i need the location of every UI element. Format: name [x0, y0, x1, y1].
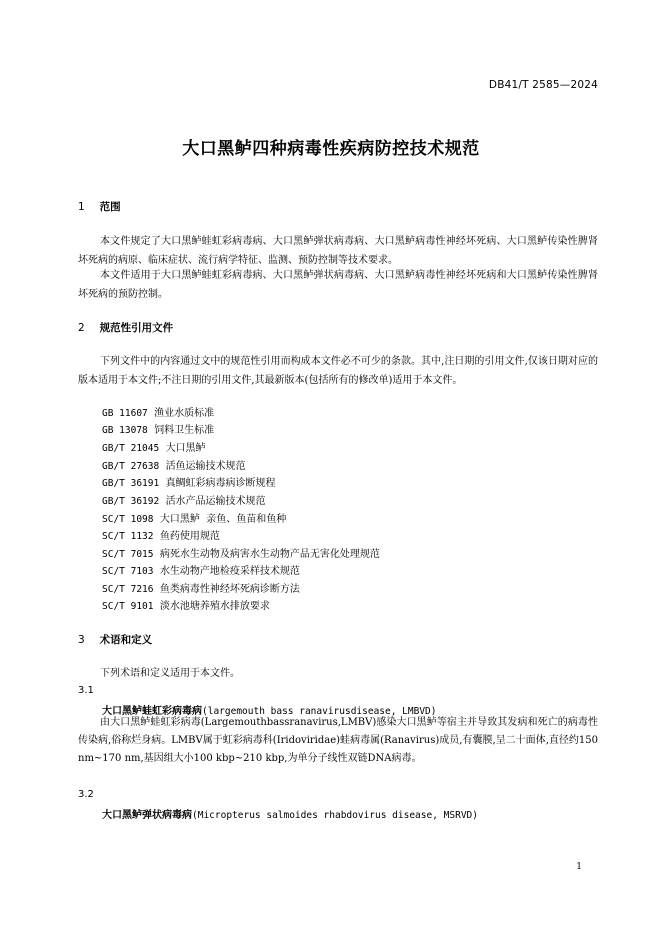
reference-code: GB/T 36191	[102, 478, 160, 489]
reference-code: SC/T 7015	[102, 549, 154, 560]
reference-title: 真鲷虹彩病毒病诊断规程	[165, 478, 276, 489]
term-name-en: (largemouth bass ranavirusdisease, LMBVD)	[202, 706, 437, 717]
term-name-cn: 大口黑鲈弹状病毒病	[102, 810, 192, 821]
section-1-paragraph-2: 本文件适用于大口黑鲈蛙虹彩病毒病、大口黑鲈弹状病毒病、大口黑鲈病毒性神经坏死病和大口黑鲈传染性脾肾坏死病的预防控制。	[78, 270, 598, 300]
term-name-en: (Micropterus salmoides rhabdovirus disease, MSRVD)	[192, 810, 478, 821]
reference-title: 大口黑鲈	[165, 443, 206, 454]
section-title: 规范性引用文件	[99, 322, 174, 334]
reference-code: GB 11607	[102, 408, 148, 419]
section-number: 3	[78, 634, 85, 646]
section-3-intro: 下列术语和定义适用于本文件。	[100, 668, 240, 679]
reference-title: 大口黑鲈 亲鱼、鱼苗和鱼种	[159, 514, 287, 525]
section-title: 术语和定义	[99, 634, 153, 646]
reference-code: GB/T 36192	[102, 496, 160, 507]
term-name-cn: 大口黑鲈蛙虹彩病毒病	[102, 706, 202, 717]
section-2-heading	[78, 320, 173, 335]
reference-item	[102, 527, 220, 546]
term-definition: 由大口黑鲈蛙虹彩病毒(Largemouthbassranavirus,LMBV)感染大口黑鲈等宿主并导致其发病和死亡的病毒性传染病,俗称烂身病。LMBV属于虹彩病毒科(Iridoviridae)蛙病毒属(Ranavirus)成员,有囊膜,呈二十面体,直径约150 nm~170 nm,基因组大小100 kbp~210 kbp,为单分子线性双链DNA病毒。	[78, 717, 598, 764]
term-heading	[102, 806, 478, 821]
reference-title: 活水产品运输技术规范	[165, 496, 266, 507]
document-title: 大口黑鲈四种病毒性疾病防控技术规范	[182, 139, 480, 159]
reference-code: SC/T 7103	[102, 566, 154, 577]
section-number: 1	[78, 201, 85, 213]
reference-code: SC/T 1098	[102, 514, 154, 525]
reference-item	[102, 474, 276, 493]
reference-code: SC/T 1132	[102, 531, 154, 542]
reference-title: 鱼类病毒性神经坏死病诊断方法	[159, 584, 300, 595]
page-number: 1	[576, 862, 582, 872]
reference-code: GB/T 21045	[102, 443, 160, 454]
standard-code: DB41/T 2585—2024	[488, 79, 598, 91]
reference-title: 鱼药使用规范	[159, 531, 220, 542]
reference-title: 渔业水质标准	[154, 408, 215, 419]
reference-item	[102, 492, 266, 511]
reference-item	[102, 597, 270, 616]
term-number: 3.1	[78, 685, 94, 696]
reference-code: SC/T 7216	[102, 584, 154, 595]
section-number: 2	[78, 322, 85, 334]
reference-title: 饲料卫生标准	[154, 425, 215, 436]
section-title: 范围	[99, 201, 121, 213]
term-number: 3.2	[78, 789, 94, 800]
section-1-heading	[78, 199, 121, 214]
reference-code: SC/T 9101	[102, 601, 154, 612]
section-1-paragraph-1: 本文件规定了大口黑鲈蛙虹彩病毒病、大口黑鲈弹状病毒病、大口黑鲈病毒性神经坏死病、大口黑鲈传染性脾肾坏死病的病原、临床症状、流行病学特征、监测、预防控制等技术要求。	[78, 236, 598, 266]
section-2-intro: 下列文件中的内容通过文中的规范性引用而构成本文件必不可少的条款。其中,注日期的引用文件,仅该日期对应的版本适用于本文件;不注日期的引用文件,其最新版本(包括所有的修改单)适用于本文件。	[78, 356, 598, 386]
reference-item	[102, 439, 206, 458]
reference-item	[102, 421, 214, 440]
reference-title: 淡水池塘养殖水排放要求	[159, 601, 270, 612]
section-3-heading	[78, 632, 152, 647]
reference-item	[102, 562, 300, 581]
reference-title: 病死水生动物及病害水生动物产品无害化处理规范	[159, 549, 380, 560]
reference-code: GB 13078	[102, 425, 148, 436]
reference-code: GB/T 27638	[102, 461, 160, 472]
reference-title: 水生动物产地检疫采样技术规范	[159, 566, 300, 577]
reference-title: 活鱼运输技术规范	[165, 461, 246, 472]
